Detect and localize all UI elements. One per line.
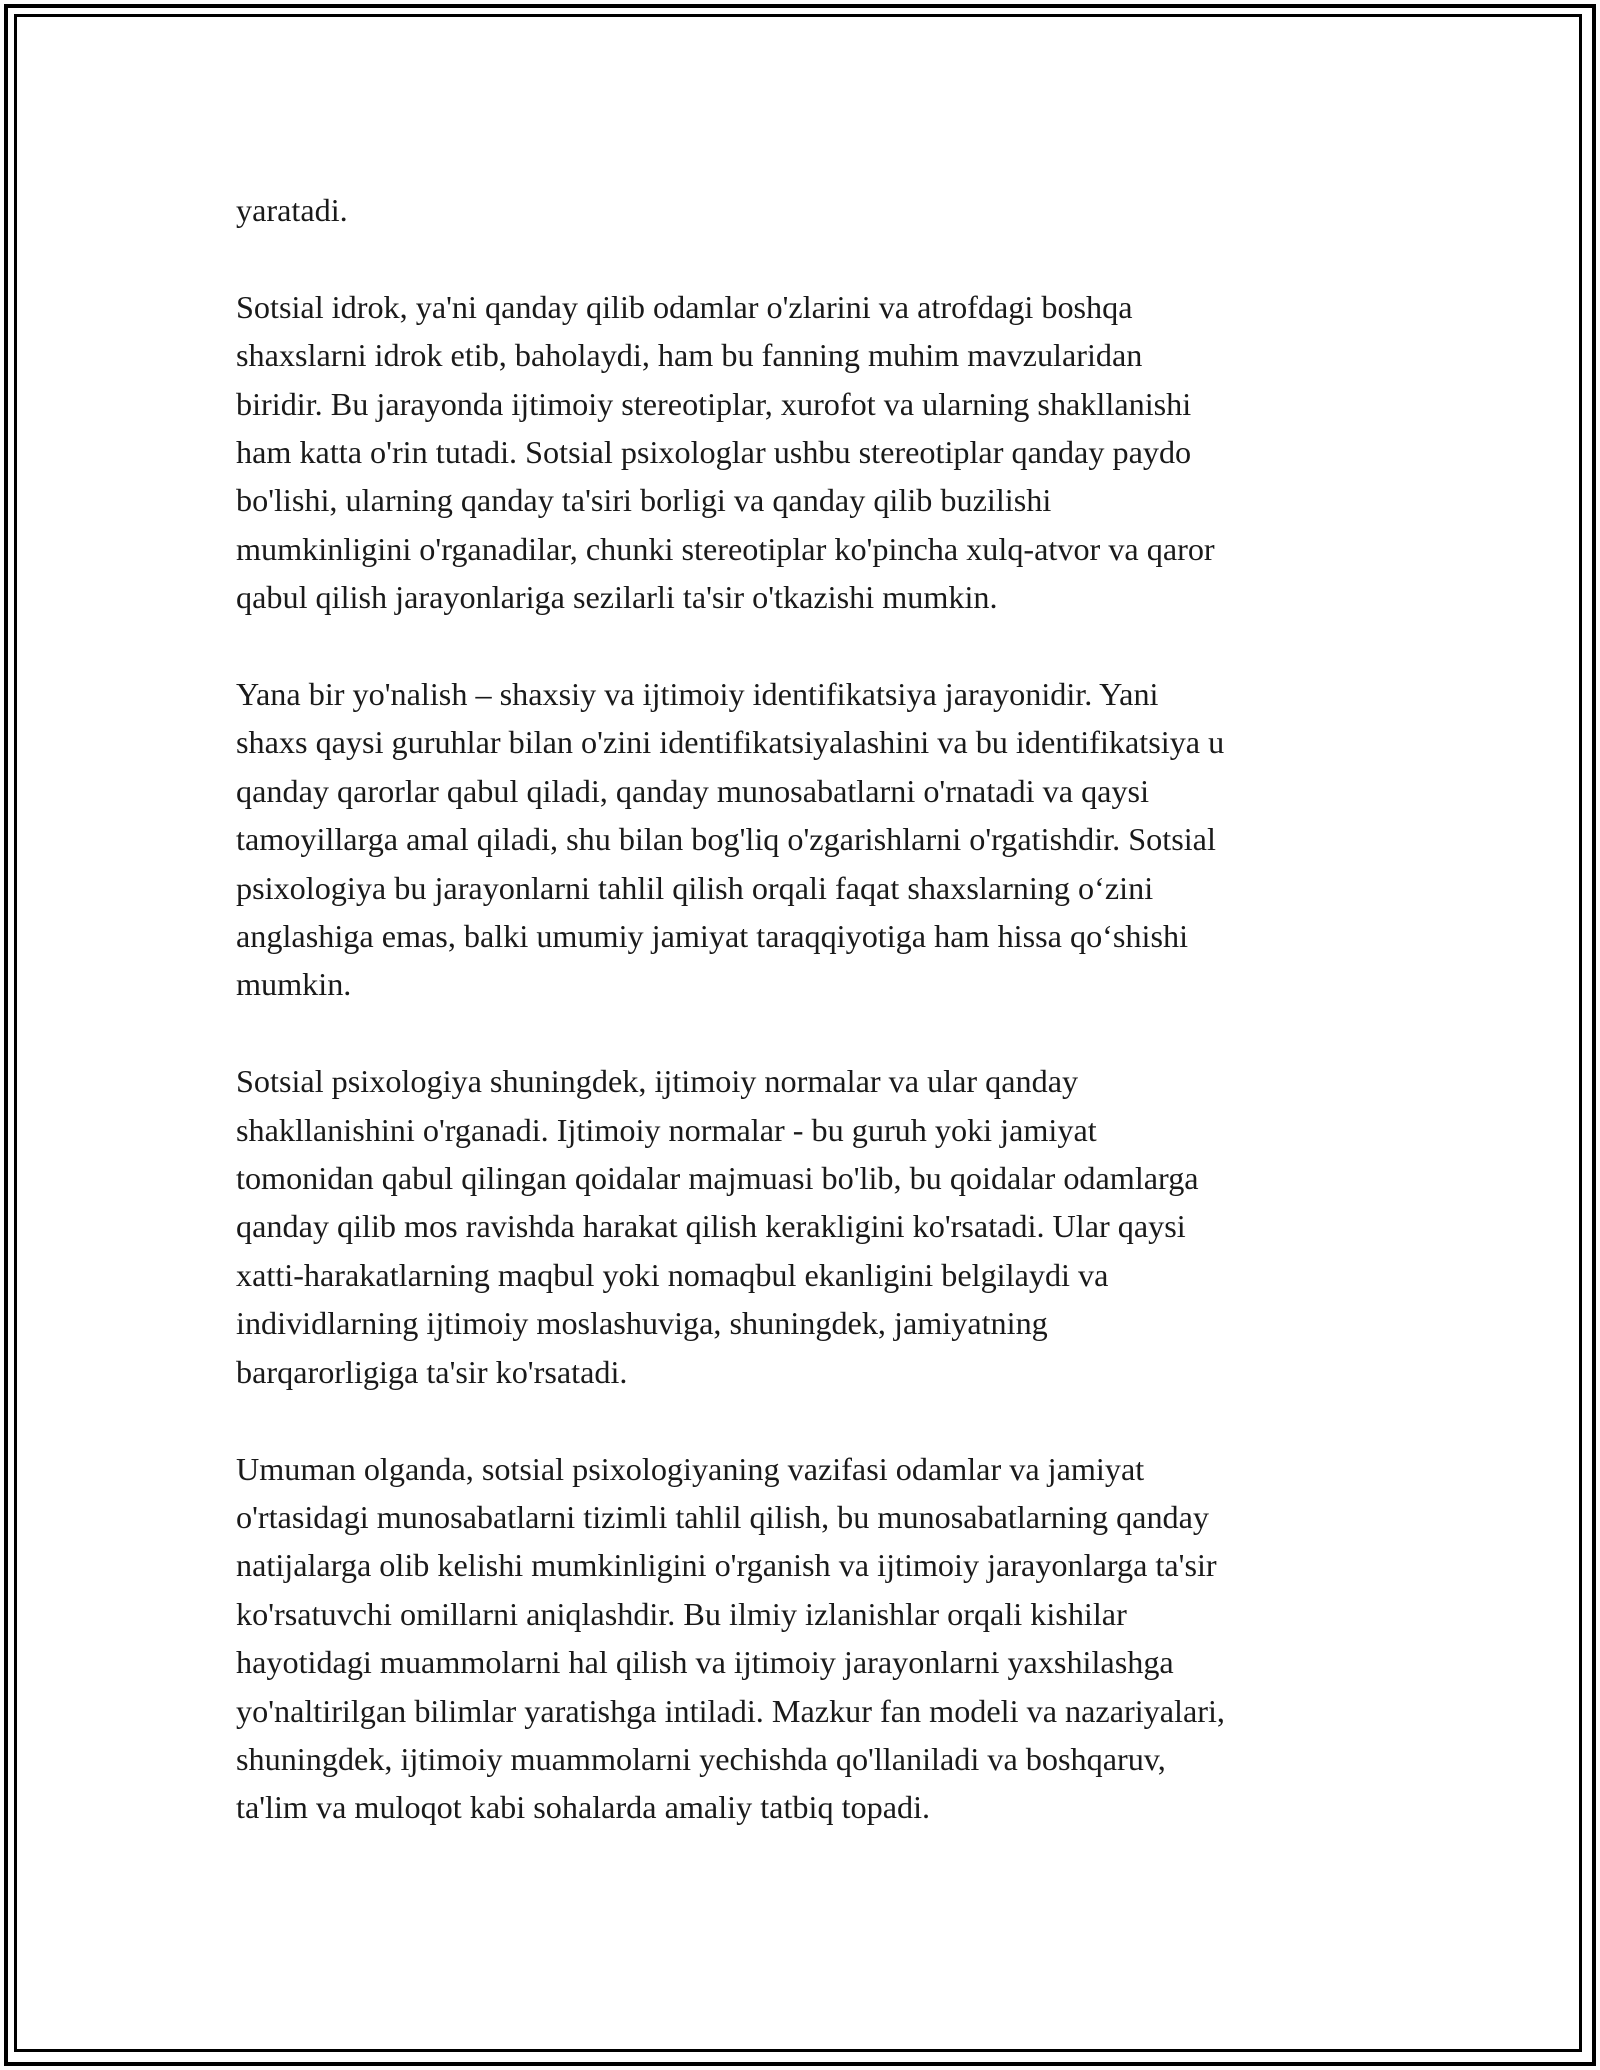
paragraph-social-norms: Sotsial psixologiya shuningdek, ijtimoiy normalar va ular qanday shakllanishini o'rganadi. Ijtimoiy normalar - bu guruh yoki jamiyat tomonidan qabul qilingan qoidalar majmuasi bo'lib, bu qoidalar odamlarga qanday qilib mos ravishda harakat qilish kerakligini ko'rsatadi. Ular qaysi xatti-harakatlarning maqbul yoki nomaqbul ekanligini belgilaydi va individlarning ijtimoiy moslashuviga, shuningdek, jamiyatning barqarorligiga ta'sir ko'rsatadi. [236,1063,1199,1390]
paragraph-conclusion: Umuman olganda, sotsial psixologiyaning vazifasi odamlar va jamiyat o'rtasidagi munosabatlarni tizimli tahlil qilish, bu munosabatlarning qanday natijalarga olib kelishi mumkinligini o'rganish va ijtimoiy jarayonlarga ta'sir ko'rsatuvchi omillarni aniqlashdir. Bu ilmiy izlanishlar orqali kishilar hayotidagi muammolarni hal qilish va ijtimoiy jarayonlarni yaxshilashga yo'naltirilgan bilimlar yaratishga intiladi. Mazkur fan modeli va nazariyalari, shuningdek, ijtimoiy muammolarni yechishda qo'llaniladi va boshqaruv, ta'lim va muloqot kabi sohalarda amaliy tatbiq topadi. [236,1450,1225,1826]
paragraph-identification: Yana bir yo'nalish – shaxsiy va ijtimoiy identifikatsiya jarayonidir. Yani shaxs qaysi guruhlar bilan o'zini identifikatsiyalashini va bu identifikatsiya u qanday qarorlar qabul qiladi, qanday munosabatlarni o'rnatadi va qaysi tamoyillarga amal qiladi, shu bilan bog'liq o'zgarishlarni o'rgatishdir. Sotsial psixologiya bu jarayonlarni tahlil qilish orqali faqat shaxslarning o‘zini anglashiga emas, balki umumiy jamiyat taraqqiyotiga ham hissa qo‘shishi mumkin. [236,676,1225,1003]
paragraph-continuation: yaratadi. [236,192,348,228]
paragraph-social-perception: Sotsial idrok, ya'ni qanday qilib odamlar o'zlarini va atrofdagi boshqa shaxslarni idrok etib, baholaydi, ham bu fanning muhim mavzularidan biridir. Bu jarayonda ijtimoiy stereotiplar, xurofot va ularning shakllanishi ham katta o'rin tutadi. Sotsial psixologlar ushbu stereotiplar qanday paydo bo'lishi, ularning qanday ta'siri borligi va qanday qilib buzilishi mumkinligini o'rganadilar, chunki stereotiplar ko'pincha xulq-atvor va qaror qabul qilish jarayonlariga sezilarli ta'sir o'tkazishi mumkin. [236,288,1215,616]
document-body [236,186,1366,1880]
